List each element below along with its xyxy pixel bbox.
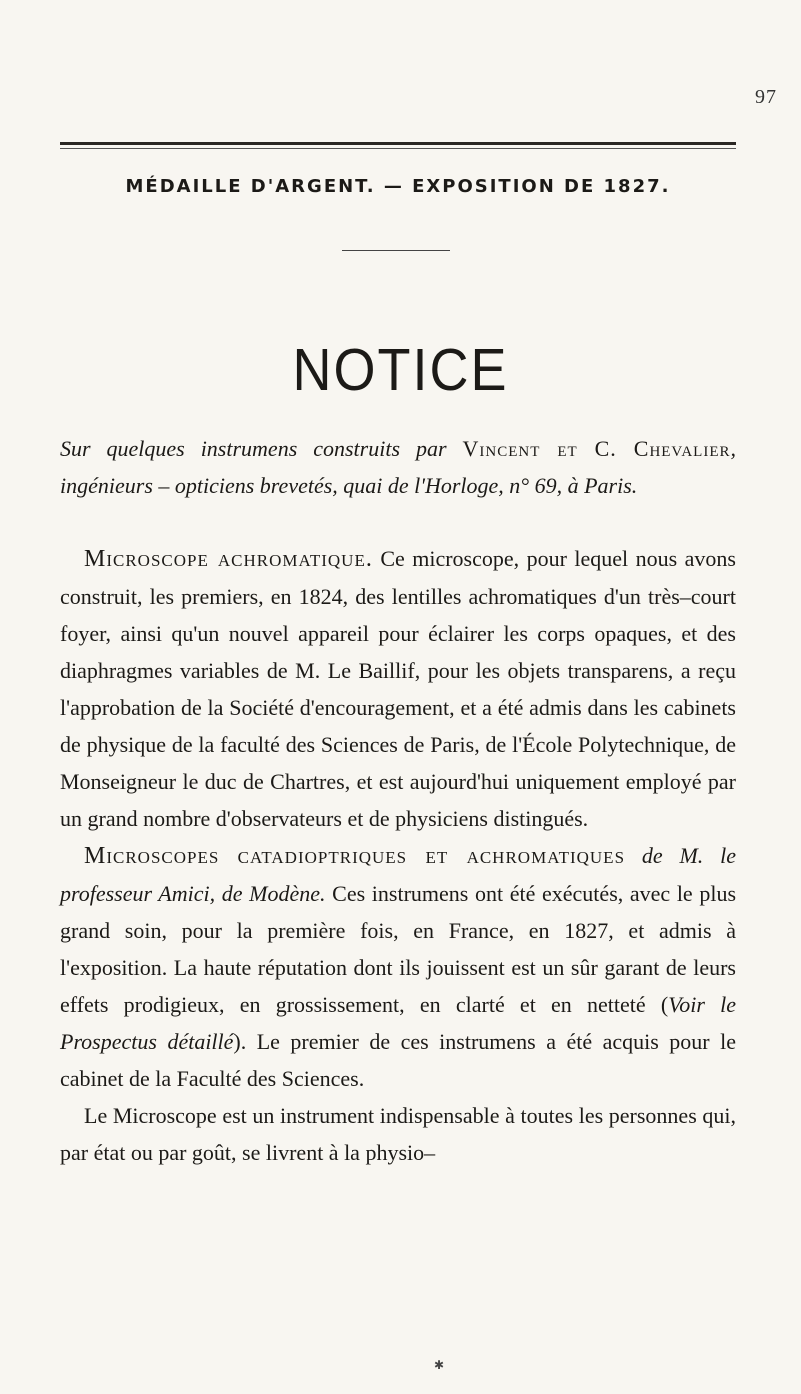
paragraph-text: Ce microscope, pour lequel nous avons construit, les premiers, en 1824, des lentilles achromatiques d'un très–court foyer, ainsi qu'un nouvel appareil pour éclairer les corps opaques, et des diaphragmes variables de M. Le Baillif, pour les objets transparens, a reçu l'approbation de la Société d'encouragement, et a été admis dans les cabinets de physique de la faculté des Sciences de Paris, de l'École Polytechnique, de Monseigneur le duc de Chartres, et est aujourd'hui uniquement employé par un grand nombre d'observateurs et de physiciens distingués. [60, 546, 736, 831]
paragraph-text-end: ). Le premier de ces instrumens a été acquis pour le cabinet de la Faculté des Sciences. [60, 1029, 736, 1091]
paragraph-microscopes-amici [60, 837, 736, 1097]
notice-subtitle [60, 430, 736, 504]
paragraph-lead-italic: de M. le professeur Amici, de Modène. [60, 843, 736, 906]
subtitle-part2: , ingénieurs – opticiens brevetés, quai de l'Horloge, n° 69, à Paris. [60, 436, 736, 498]
prospectus-reference: Voir le Prospectus détaillé [60, 992, 736, 1054]
page-number: 97 [755, 86, 777, 108]
top-rule-thick [60, 142, 736, 145]
divider-rule [342, 250, 450, 251]
paragraph-microscope-indispensable [60, 1097, 736, 1171]
page-title: NOTICE [292, 337, 509, 403]
paragraph-text: Ces instrumens ont été exécutés, avec le plus grand soin, pour la première fois, en France, en 1827, et admis à l'exposition. La haute réputation dont ils jouissent est un sûr garant de leurs effets prodigieux, en grossissement, en clarté et en netteté ( [60, 881, 737, 1017]
subtitle-part1: Sur quelques instrumens construits par [60, 436, 447, 461]
subtitle-authors: Vincent et C. Chevalier [462, 436, 731, 461]
paragraph-lead: Microscope achromatique. [84, 546, 373, 572]
medal-header: MÉDAILLE D'ARGENT. — EXPOSITION DE 1827. [125, 176, 671, 197]
body-text [60, 540, 736, 1171]
top-rule-thin [60, 148, 736, 149]
paragraph-text: Le Microscope est un instrument indispensable à toutes les personnes qui, par état ou par goût, se livrent à la physio– [60, 1103, 736, 1165]
paragraph-lead: Microscopes catadioptriques et achromatiques [84, 843, 626, 869]
paragraph-microscope-achromatique [60, 540, 736, 837]
printer-mark: ✱ [434, 1358, 445, 1372]
